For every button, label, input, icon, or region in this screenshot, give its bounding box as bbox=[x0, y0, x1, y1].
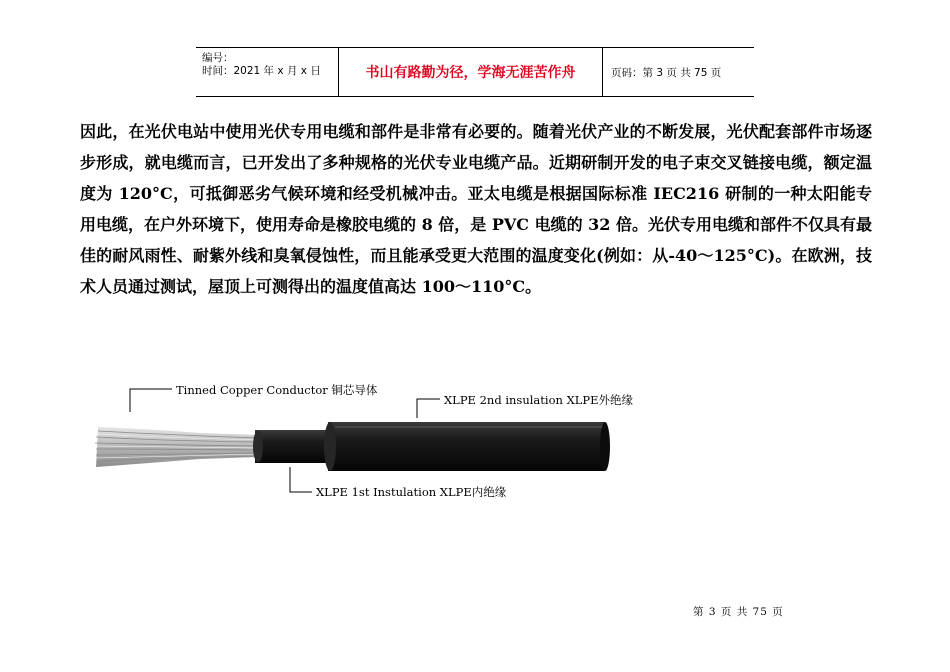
conductor-leader-line bbox=[130, 389, 172, 412]
outer-insulation-label: XLPE 2nd insulation XLPE外绝缘 bbox=[444, 393, 634, 407]
outer-insulation-jacket bbox=[324, 422, 610, 471]
inner-leader-line bbox=[290, 467, 312, 492]
inner-insulation-layer bbox=[253, 430, 330, 463]
outer-leader-line bbox=[417, 399, 440, 418]
conductor-label: Tinned Copper Conductor 铜芯导体 bbox=[176, 383, 378, 397]
header-info-cell bbox=[196, 48, 339, 96]
cable-figure bbox=[90, 375, 650, 505]
header-page-code: 页码：第 3 页 共 75 页 bbox=[611, 66, 722, 79]
cable-illustration bbox=[90, 375, 650, 505]
body-paragraph: 因此，在光伏电站中使用光伏专用电缆和部件是非常有必要的。随着光伏产业的不断发展，光伏配套部件市场逐步形成，就电缆而言，已开发出了多种规格的光伏专业电缆产品。近期研制开发的电子束交叉链接电缆，额定温度为 120°C，可抵御恶劣气候环境和经受机械冲击。亚太电缆是根据国际标准 IEC216 研制的一种太阳能专用电缆，在户外环境下，使用寿命是橡胶电缆的 8 倍，是 PVC 电缆的 32 倍。光伏专用电缆和部件不仅具有最佳的耐风雨性、耐紫外线和臭氧侵蚀性，而且能承受更大范围的温度变化(例如：从-40～125°C)。在欧洲，技术人员通过测试，屋顶上可测得出的温度值高达 100～110°C。 bbox=[80, 122, 873, 296]
page-header bbox=[196, 47, 754, 97]
serial-number-label: 编号： bbox=[202, 52, 234, 64]
page-footer: 第 3 页 共 75 页 bbox=[693, 606, 784, 618]
header-motto: 书山有路勤为径，学海无涯苦作舟 bbox=[339, 48, 603, 96]
date-label: 时间：2021 年 x 月 x 日 bbox=[202, 65, 321, 77]
inner-insulation-label: XLPE 1st Instulation XLPE内绝缘 bbox=[316, 485, 507, 499]
tinned-copper-strands bbox=[95, 427, 260, 467]
